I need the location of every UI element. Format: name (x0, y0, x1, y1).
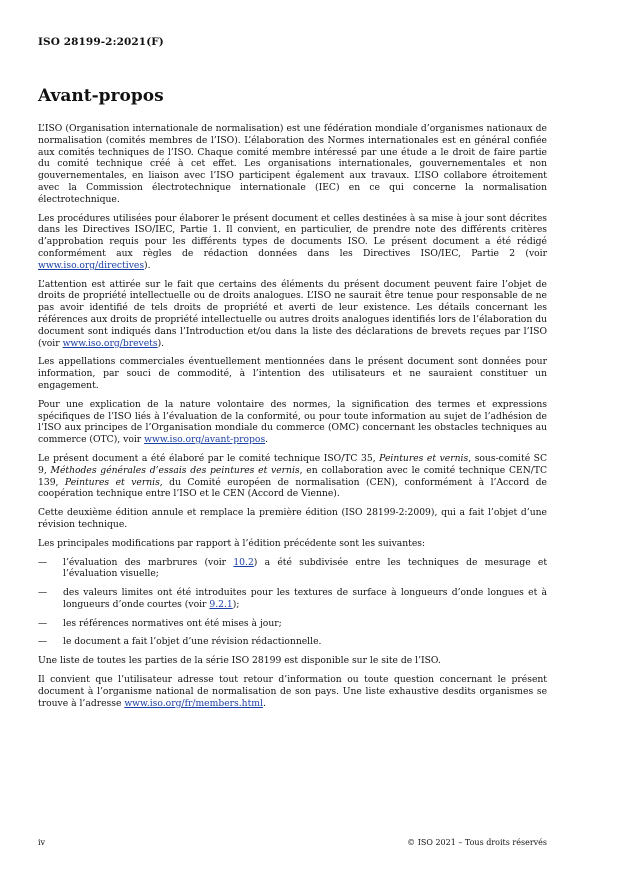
paragraph-patents-end: ). (157, 337, 165, 349)
paragraph-committee (38, 453, 547, 500)
link-members[interactable]: www.iso.org/fr/members.html (124, 697, 263, 709)
committee-text-d: , du Comité européen de normalisation (CEN), conformément à l’Accord de coopération technique entre l’ISO et le CEN (Accord de Vienne). (38, 476, 547, 500)
page-title: Avant-propos (38, 86, 164, 106)
bullet-text: le document a fait l’objet d’une révision rédactionnelle. (63, 636, 322, 648)
paragraph-patents (38, 279, 547, 350)
document-identifier: ISO 28199-2:2021(F) (38, 36, 164, 48)
bullet-dash: — (38, 556, 48, 568)
list-item (38, 557, 547, 581)
paragraph-patents-text: L’attention est attirée sur le fait que certains des éléments du présent document peuvent faire l’objet de droits de propriété intellectuelle ou de droits analogues. L’ISO ne saurait être tenue pour responsable de ne pas avoir identifié de tels droits de propriété et averti de leur existence. Les détails concernant les références aux droits de propriété intellectuelle ou autres droits analogues identifiés lors de l’élaboration du document sont indiqués dans l’Introduction et/ou dans la liste des déclarations de brevets reçues par l’ISO (voir (38, 278, 547, 349)
copyright-notice: © ISO 2021 – Tous droits réservés (407, 838, 547, 847)
paragraph-changes-intro: Les principales modifications par rapport à l’édition précédente sont les suivantes: (38, 537, 426, 549)
document-page (38, 0, 547, 876)
bullet-dash: — (38, 617, 48, 629)
page-footer (38, 838, 547, 847)
link-foreword[interactable]: www.iso.org/avant-propos (144, 434, 266, 446)
page-number: iv (38, 838, 46, 847)
paragraph-voluntary-end: . (265, 434, 269, 446)
committee-name-tc139: Peintures et vernis (64, 476, 160, 488)
link-patents[interactable]: www.iso.org/brevets (62, 337, 158, 349)
link-clause-9-2-1[interactable]: 9.2.1 (209, 598, 233, 610)
foreword-body (38, 123, 547, 716)
paragraph-feedback (38, 674, 547, 709)
bullet-text: les références normatives ont été mises à jour; (63, 617, 282, 629)
paragraph-procedures-end: ). (144, 259, 151, 271)
paragraph-feedback-text: Il convient que l’utilisateur adresse tout retour d’information ou toute question concernant le présent document à l’organisme national de normalisation de son pays. Une liste exhaustive desdits organismes se trouve à l’adresse (38, 674, 547, 709)
paragraph-voluntary-nature (38, 399, 547, 446)
paragraph-procedures (38, 213, 547, 272)
committee-name-tc35: Peintures et vernis (379, 452, 469, 464)
link-clause-10-2[interactable]: 10.2 (233, 556, 254, 568)
bullet-text-a: des valeurs limites ont été introduites pour les textures de surface à longueurs d’onde longues et à longueurs d’onde courtes (voir (63, 587, 547, 610)
list-item (38, 636, 547, 648)
paragraph-procedures-text: Les procédures utilisées pour élaborer le présent document et celles destinées à sa mise à jour sont décrites dans les Directives ISO/IEC, Partie 1. Il convient, en particulier, de prendre note des différents critères d’approbation requis pour les différents types de documents ISO. Le présent document a été rédigé conformément aux règles de rédaction données dans les Directives ISO/IEC, Partie 2 (voir (38, 212, 547, 259)
bullet-text (63, 557, 547, 581)
bullet-dash: — (38, 636, 48, 648)
bullet-text (63, 587, 547, 611)
committee-text-a: Le présent document a été élaboré par le comité technique ISO/TC 35, (38, 452, 380, 464)
bullet-dash: — (38, 587, 48, 599)
bullet-text-a: l’évaluation des marbrures (voir (63, 556, 234, 568)
committee-name-sc9: Méthodes générales d’essais des peintures et vernis (50, 464, 300, 476)
bullet-text-b: ); (232, 598, 240, 610)
paragraph-voluntary-text: Pour une explication de la nature volontaire des normes, la signification des termes et expressions spécifiques de l’ISO liés à l’évaluation de la conformité, ou pour toute information au sujet de l’adhésion de l’ISO aux principes de l’Organisation mondiale du commerce (OMC) concernant les obstacles techniques au commerce (OTC), voir (38, 398, 547, 446)
paragraph-feedback-end: . (262, 697, 266, 709)
list-item (38, 587, 547, 611)
paragraph-edition: Cette deuxième édition annule et remplace la première édition (ISO 28199-2:2009), qui a fait l’objet d’une révision technique. (38, 507, 547, 530)
committee-text-b: , sous-comité SC 9, (38, 452, 548, 476)
link-directives[interactable]: www.iso.org/directives (38, 259, 145, 271)
bullet-text-b: ) a été subdivisée entre les techniques de mesurage et l’évaluation visuelle; (63, 556, 548, 580)
paragraph-iso-intro: L’ISO (Organisation internationale de normalisation) est une fédération mondiale d’organismes nationaux de normalisation (comités membres de l’ISO). L’élaboration des Normes internationales est en général confiée aux comités techniques de l’ISO. Chaque comité membre intéressé par une étude a le droit de faire partie du comité technique créé à cet effet. Les organisations internationales, gouvernementales et non gouvernementales, en liaison avec l’ISO participent également aux travaux. L’ISO collabore étroitement avec la Commission électrotechnique internationale (IEC) en ce qui concerne la normalisation électrotechnique. (38, 123, 547, 205)
list-item (38, 618, 547, 630)
committee-text-c: , en collaboration avec le comité technique CEN/TC 139, (38, 464, 547, 488)
paragraph-trade-names: Les appellations commerciales éventuellement mentionnées dans le présent document sont données pour information, par souci de commodité, à l’intention des utilisateurs et ne sauraient constituer un engagement. (38, 356, 547, 391)
paragraph-series-parts: Une liste de toutes les parties de la série ISO 28199 est disponible sur le site de l’ISO. (38, 655, 441, 667)
